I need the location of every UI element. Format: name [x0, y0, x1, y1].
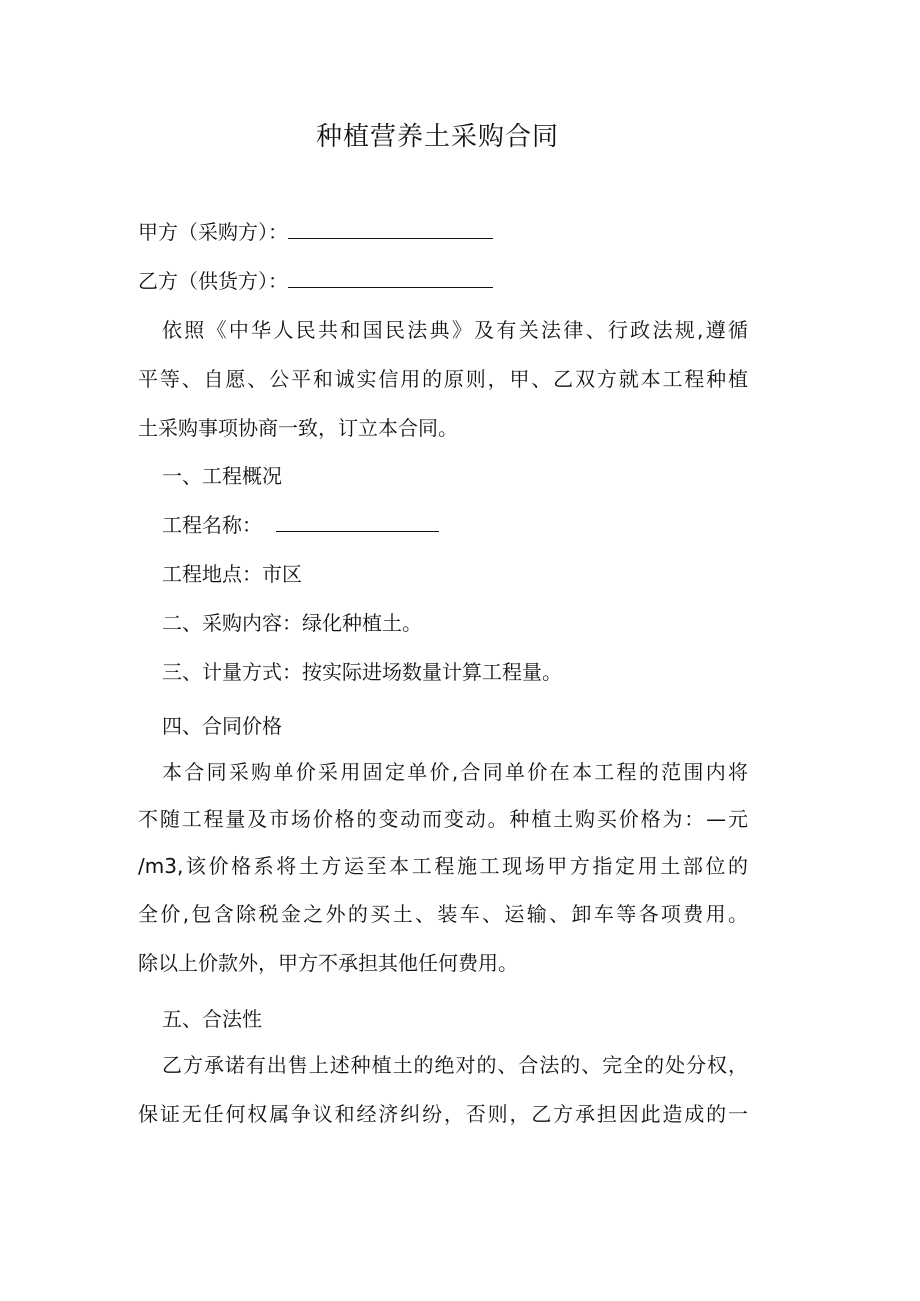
section5-line-2: 保证无任何权属争议和经济纠纷，否则，乙方承担因此造成的一 [138, 1102, 748, 1126]
section3-line: 三、计量方式：按实际进场数量计算工程量。 [162, 660, 562, 684]
section4-line-4: 全价,包含除税金之外的买土、装车、运输、卸车等各项费用。 [138, 902, 748, 926]
party-a-label: 甲方（采购方）： [138, 220, 288, 244]
project-name-line [162, 512, 772, 538]
preamble-line-2: 平等、自愿、公平和诚实信用的原则，甲、乙双方就本工程种植 [138, 367, 748, 391]
section4-line-5: 除以上价款外，甲方不承担其他任何费用。 [138, 951, 518, 975]
party-a-line [138, 219, 748, 245]
document-title: 种植营养土采购合同 [315, 122, 559, 152]
section4-line-1: 本合同采购单价采用固定单价,合同单价在本工程的范围内将 [162, 760, 748, 784]
preamble-line-3: 土采购事项协商一致，订立本合同。 [138, 416, 458, 440]
section5-heading: 五、合法性 [162, 1007, 262, 1031]
preamble-line-1: 依照《中华人民共和国民法典》及有关法律、行政法规,遵循 [162, 318, 748, 342]
section4-line-3: /m3,该价格系将土方运至本工程施工现场甲方指定用土部位的 [138, 854, 748, 878]
project-name-label: 工程名称： [162, 513, 262, 537]
section4-heading: 四、合同价格 [162, 714, 282, 738]
project-name-blank [276, 513, 439, 532]
party-b-blank [288, 269, 493, 288]
section4-line-2: 不随工程量及市场价格的变动而变动。种植土购买价格为：—元 [138, 807, 748, 831]
section2-line: 二、采购内容：绿化种植土。 [162, 611, 422, 635]
section5-line-1: 乙方承诺有出售上述种植土的绝对的、合法的、完全的处分权， [162, 1053, 748, 1077]
party-b-line [138, 268, 748, 294]
project-site-line: 工程地点：市区 [162, 562, 302, 586]
section1-heading: 一、工程概况 [162, 464, 282, 488]
party-a-blank [288, 220, 493, 239]
party-b-label: 乙方（供货方）： [138, 269, 288, 293]
